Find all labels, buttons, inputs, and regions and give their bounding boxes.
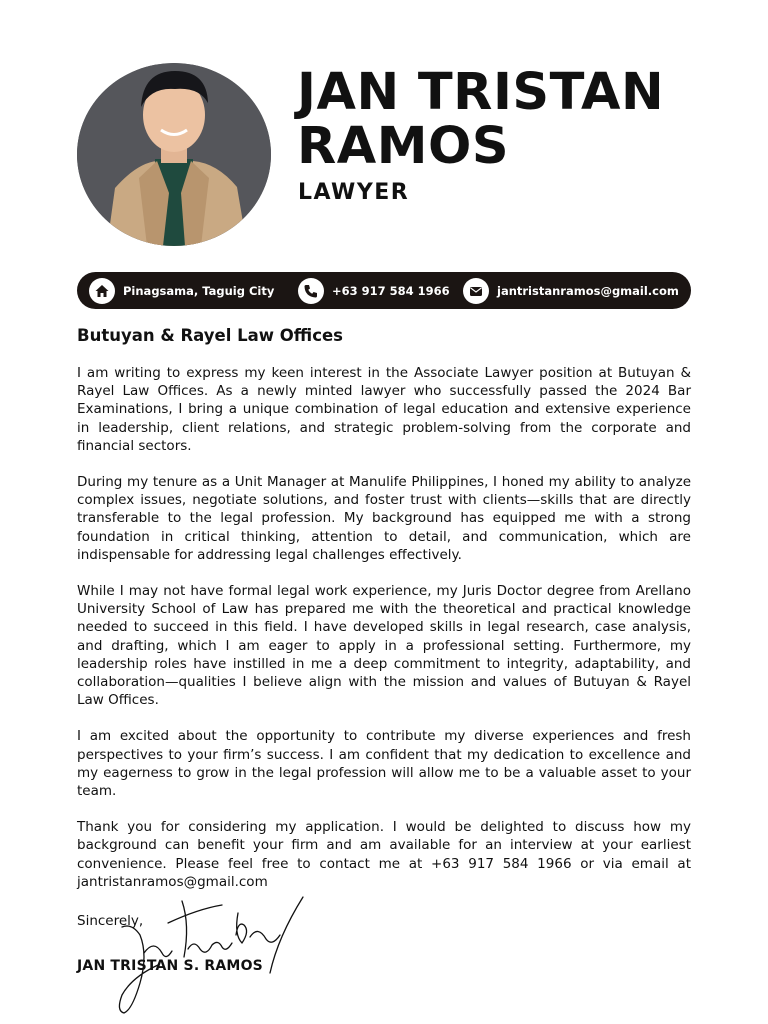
contact-email: [463, 272, 679, 309]
paragraph: During my tenure as a Unit Manager at Manulife Philippines, I honed my ability to analyze complex issues, negotiate solutions, and foster trust with clients—skills that are directly transferable to the legal profession. My background has equipped me with a strong foundation in critical thinking, attention to detail, and communication, which are indispensable for addressing legal challenges effectively.: [77, 474, 691, 563]
recipient-firm: Butuyan & Rayel Law Offices: [77, 326, 344, 345]
paragraph: I am excited about the opportunity to contribute my diverse experiences and fresh perspectives to your firm’s success. I am confident that my dedication to excellence and my eagerness to grow in the legal profession will allow me to be a valuable asset to your team.: [77, 728, 691, 800]
paragraph: I am writing to express my keen interest in the Associate Lawyer position at Butuyan & Rayel Law Offices. As a newly minted lawyer who successfully passed the 2024 Bar Examinations, I bring a unique combination of legal education and extensive experience in leadership, client relations, and strategic problem-solving from the corporate and financial sectors.: [77, 365, 691, 454]
contact-bar: [77, 272, 691, 309]
phone-icon: [298, 278, 324, 304]
email-text: jantristanramos@gmail.com: [497, 283, 679, 298]
profile-photo: [77, 63, 271, 246]
mail-icon: [463, 278, 489, 304]
paragraph: Thank you for considering my application. I would be delighted to discuss how my background can benefit your firm and am available for an interview at your earliest convenience. Please feel free to contact me at +63 917 584 1966 or via email at jantristanramos@gmail.com: [77, 819, 691, 890]
signer-name: JAN TRISTAN S. RAMOS: [77, 958, 263, 974]
closing-salutation: Sincerely,: [77, 913, 144, 929]
applicant-name: JAN TRISTAN RAMOS: [297, 63, 665, 176]
paragraph: While I may not have formal legal work experience, my Juris Doctor degree from Arellano University School of Law has prepared me with the theoretical and practical knowledge needed to succeed in this field. I have developed skills in legal research, case analysis, and drafting, which I am eager to apply in a professional setting. Furthermore, my leadership roles have instilled in me a deep commitment to integrity, adaptability, and collaboration—qualities I believe align with the mission and values of Butuyan & Rayel Law Offices.: [77, 583, 691, 709]
phone-text: +63 917 584 1966: [332, 283, 450, 298]
home-icon: [89, 278, 115, 304]
portrait-illustration: [77, 63, 271, 246]
address-text: Pinagsama, Taguig City: [123, 283, 275, 298]
handwritten-signature: [110, 895, 310, 1020]
applicant-title: LAWYER: [298, 180, 410, 205]
contact-phone: [298, 272, 450, 309]
letter-body: [77, 364, 691, 909]
contact-address: [89, 272, 274, 309]
